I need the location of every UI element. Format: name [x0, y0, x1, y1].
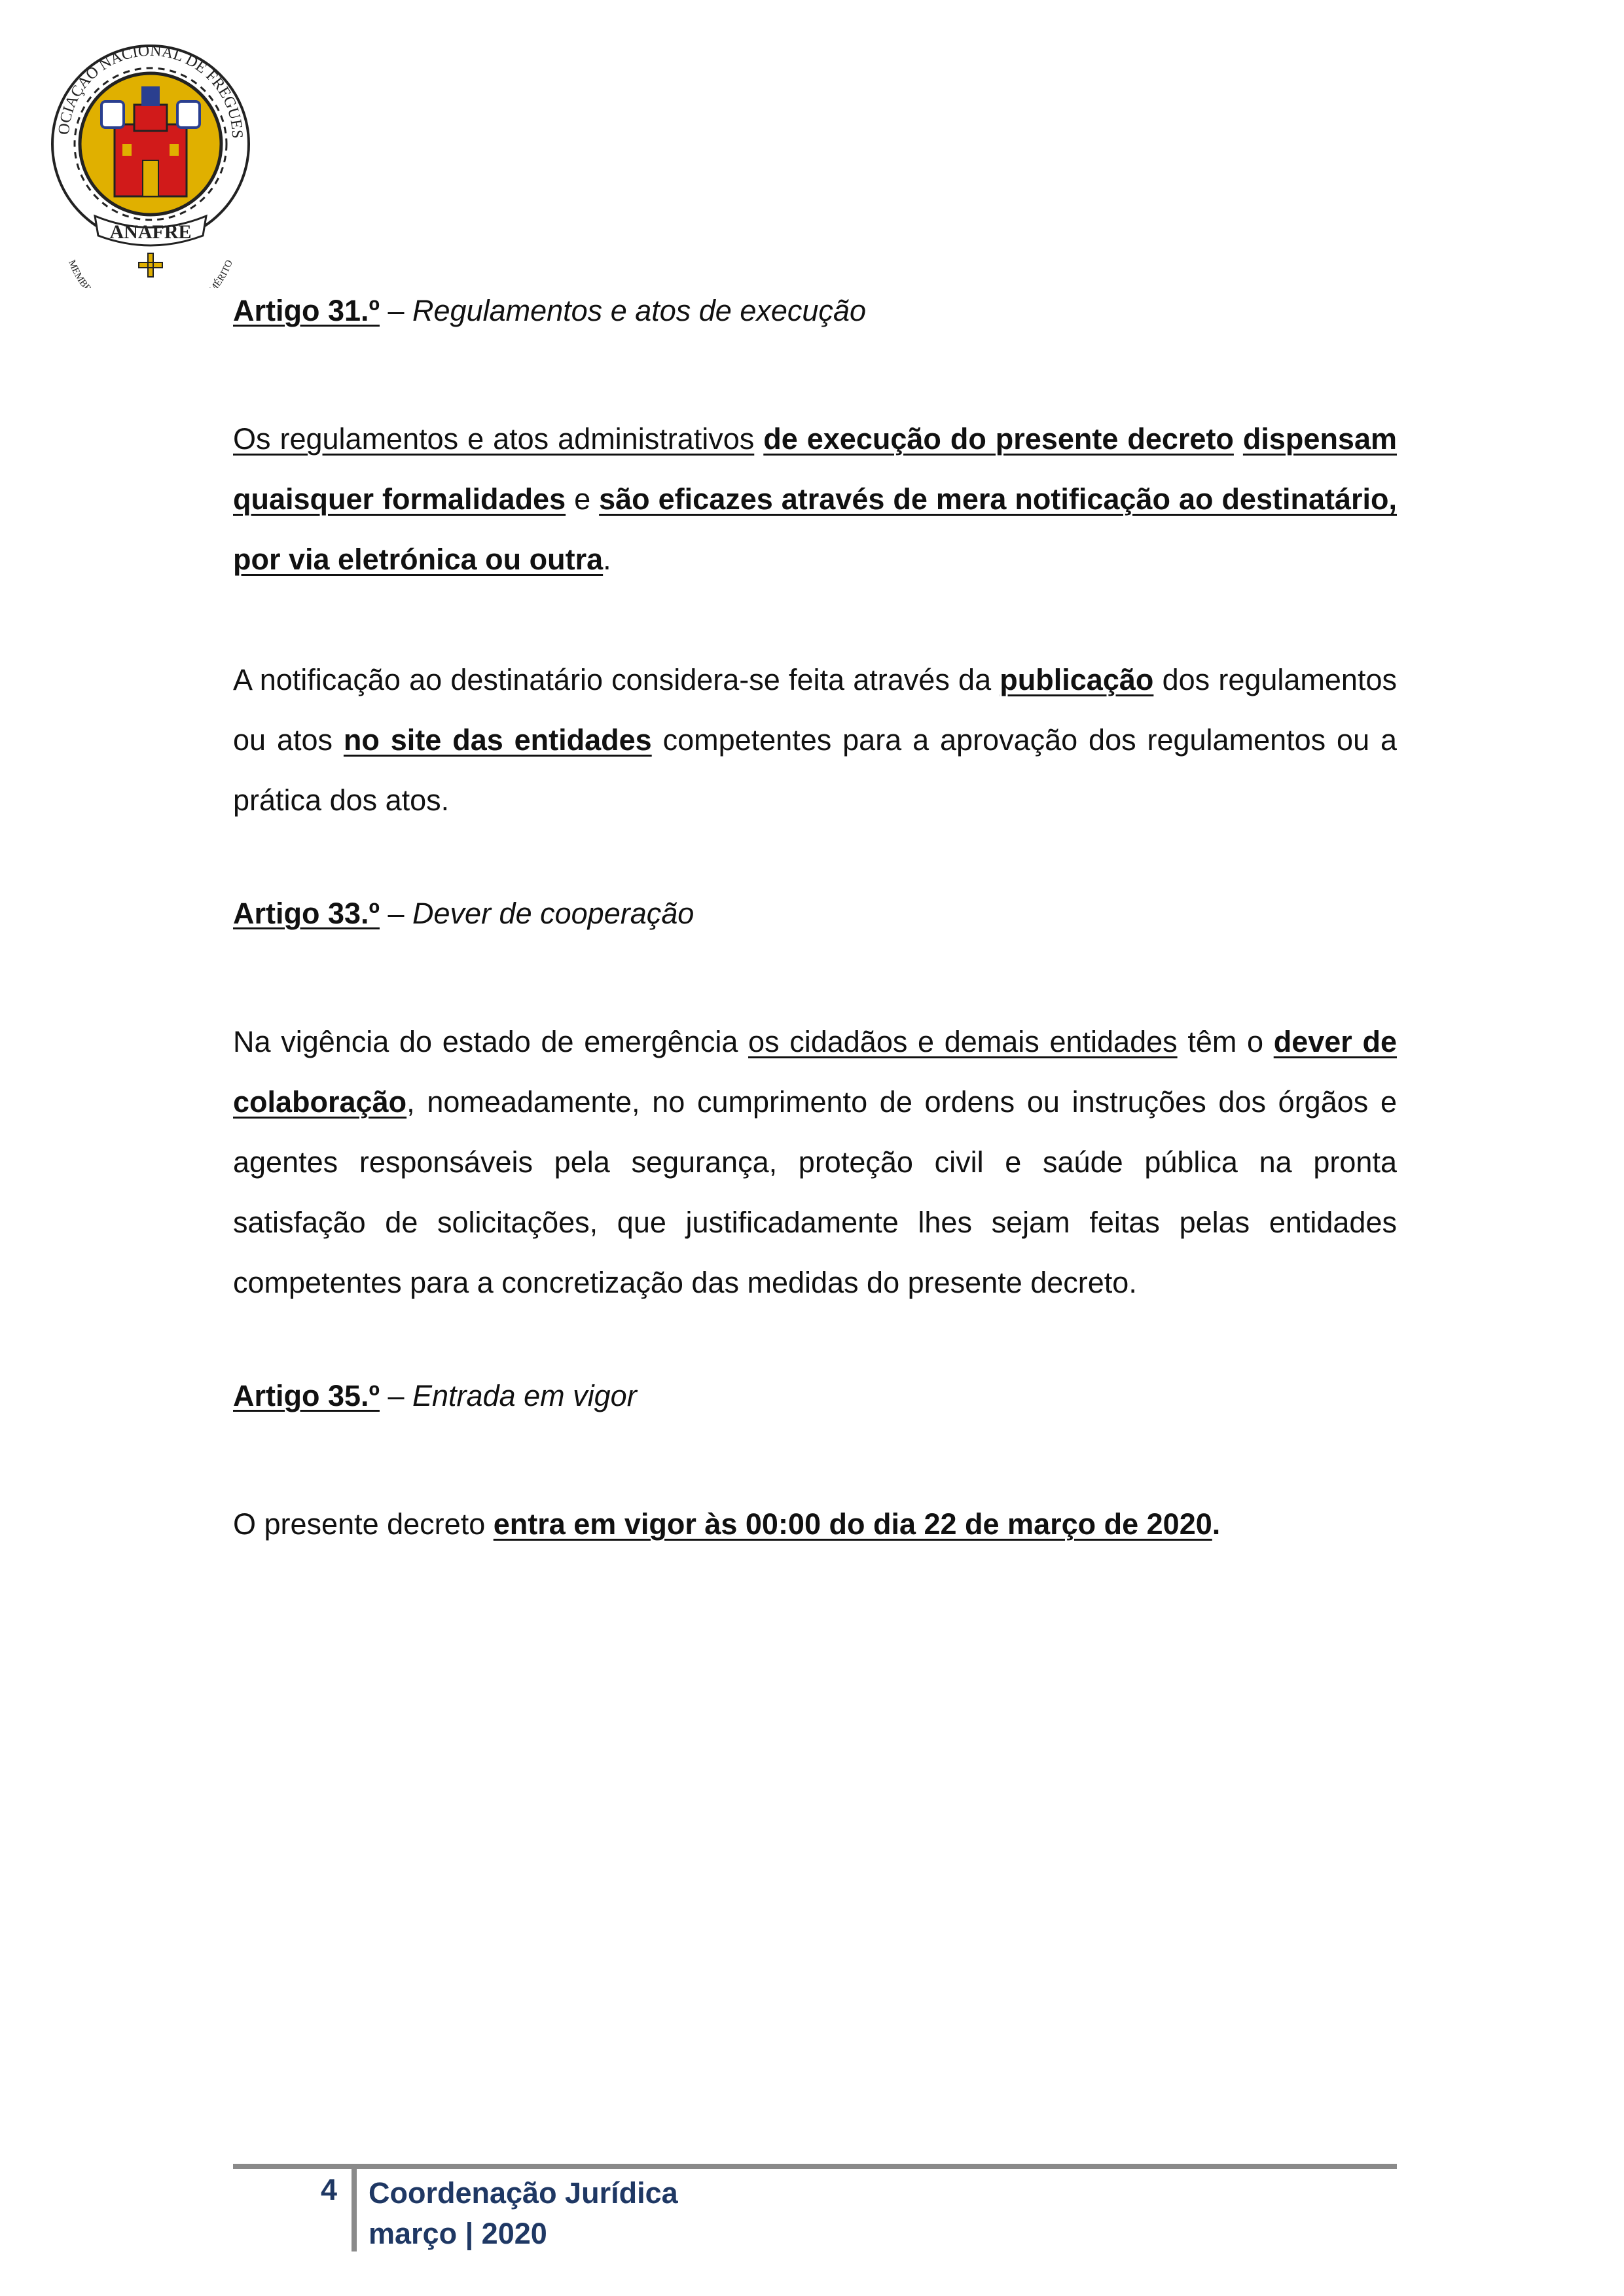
footer-line-1: Coordenação Jurídica	[369, 2176, 678, 2210]
text-run: dos regulamentos ou atos	[233, 663, 1397, 757]
article-number: Artigo 33.º	[233, 897, 380, 930]
text-run	[1234, 422, 1243, 456]
article-separator: –	[379, 294, 413, 327]
article-separator: –	[379, 897, 413, 930]
article-paragraph	[233, 650, 1397, 831]
page-number: 4	[321, 2173, 338, 2206]
text-run	[754, 422, 763, 456]
text-run: competentes para a aprovação dos regulamentos ou a prática dos atos.	[233, 723, 1398, 817]
article-title: Dever de cooperação	[412, 897, 695, 930]
article-number: Artigo 35.º	[233, 1379, 380, 1412]
footer-line-2: março | 2020	[369, 2217, 547, 2250]
text-run: A notificação ao destinatário considera-se feita através da	[233, 663, 1000, 696]
anafre-seal-icon	[39, 39, 262, 288]
article-title: Entrada em vigor	[412, 1379, 637, 1412]
article-separator: –	[379, 1379, 413, 1412]
banner-text: ANAFRE	[109, 221, 192, 243]
text-run: .	[1212, 1507, 1221, 1541]
text-run: .	[603, 543, 611, 576]
text-run: dever de colaboração	[233, 1025, 1397, 1119]
article-number: Artigo 31.º	[233, 294, 380, 327]
text-run: publicação	[1000, 663, 1154, 696]
document-body	[233, 288, 1397, 1554]
footer-label	[369, 2173, 678, 2254]
medal-cross-icon	[139, 253, 162, 277]
text-run: Na vigência do estado de emergência	[233, 1025, 749, 1058]
ring-text-bottom: MEMB ÉRITO	[66, 259, 235, 288]
article-title: Regulamentos e atos de execução	[412, 294, 866, 327]
article-heading	[233, 288, 1397, 334]
text-run: são eficazes através de mera notificação ao destinatário, por via eletrónica ou outra	[233, 482, 1397, 576]
footer-rule	[233, 2164, 1397, 2169]
text-run: entra em vigor às 00:00 do dia 22 de março de 2020	[493, 1507, 1212, 1541]
anafre-logo	[39, 39, 262, 288]
text-run: dispensam quaisquer formalidades	[233, 422, 1397, 516]
text-run: Os regulamentos e atos administrativos	[233, 422, 755, 456]
text-run: têm o	[1177, 1025, 1274, 1058]
text-run: O presente decreto	[233, 1507, 494, 1541]
text-run: , nomeadamente, no cumprimento de ordens ou instruções dos órgãos e agentes responsáveis pela segurança, proteção civil e saúde pública na pronta satisfação de solicitações, que justificadamente lhes sejam feitas pelas entidades competentes para a concretização das medidas do presente decreto.	[233, 1085, 1397, 1299]
text-run: de execução do presente decreto	[763, 422, 1234, 456]
article-paragraph	[233, 409, 1397, 590]
article-paragraph	[233, 1494, 1397, 1554]
footer-divider	[352, 2169, 357, 2251]
article-heading	[233, 1373, 1397, 1419]
ring-text-top: OCIAÇÃO NACIONAL DE FREGUES	[55, 42, 246, 139]
article-heading	[233, 891, 1397, 937]
article-paragraph	[233, 1012, 1397, 1313]
text-run: os cidadãos e demais entidades	[748, 1025, 1178, 1058]
text-run: e	[566, 482, 600, 516]
text-run: no site das entidades	[343, 723, 652, 757]
